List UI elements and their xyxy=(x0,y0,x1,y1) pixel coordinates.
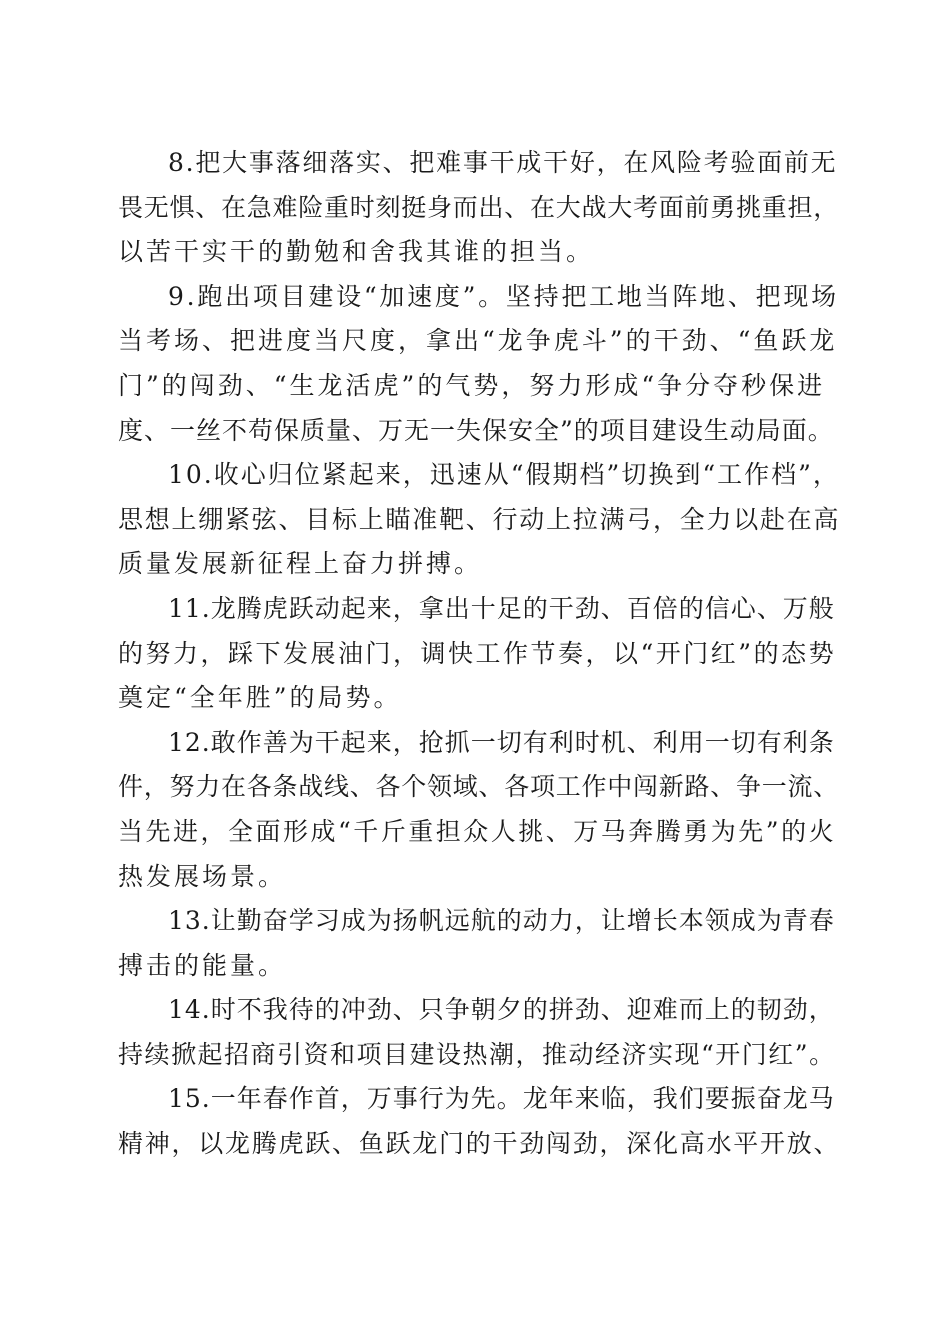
text-line: 门”的闯劲、“生龙活虎”的气势，努力形成“争分夺秒保进 xyxy=(118,370,826,400)
text-line: 当先进，全面形成“千斤重担众人挑、万马奔腾勇为先”的火 xyxy=(118,816,837,846)
text-line: 11.龙腾虎跃动起来，拿出十足的干劲、百倍的信心、万般 xyxy=(168,593,835,623)
text-line: 畏无惧、在急难险重时刻挺身而出、在大战大考面前勇挑重担， xyxy=(118,192,840,222)
text-line: 热发展场景。 xyxy=(118,861,287,891)
text-line: 15.一年春作首，万事行为先。龙年来临，我们要振奋龙马 xyxy=(168,1084,835,1114)
text-line: 持续掀起招商引资和项目建设热潮，推动经济实现“开门红”。 xyxy=(118,1039,836,1069)
text-line: 9.跑出项目建设“加速度”。坚持把工地当阵地、把现场 xyxy=(168,281,839,311)
text-line: 度、一丝不苟保质量、万无一失保安全”的项目建设生动局面。 xyxy=(118,415,834,445)
text-line: 当考场、把进度当尺度，拿出“龙争虎斗”的干劲、“鱼跃龙 xyxy=(118,326,838,356)
document-body xyxy=(118,141,840,1167)
text-line: 精神，以龙腾虎跃、鱼跃龙门的干劲闯劲，深化高水平开放、 xyxy=(118,1129,841,1159)
text-line: 14.时不我待的冲劲、只争朝夕的拼劲、迎难而上的韧劲， xyxy=(168,995,835,1025)
text-line: 件，努力在各条战线、各个领域、各项工作中闯新路、争一流、 xyxy=(118,772,840,802)
text-line: 以苦干实干的勤勉和舍我其谁的担当。 xyxy=(118,237,595,267)
text-line: 12.敢作善为干起来，抢抓一切有利时机、利用一切有利条 xyxy=(168,727,835,757)
text-line: 思想上绷紧弦、目标上瞄准靶、行动上拉满弓，全力以赴在高 xyxy=(118,504,841,534)
text-line: 13.让勤奋学习成为扬帆远航的动力，让增长本领成为青春 xyxy=(168,906,835,936)
text-line: 的努力，踩下发展油门，调快工作节奏，以“开门红”的态势 xyxy=(118,638,837,668)
text-line: 搏击的能量。 xyxy=(118,950,287,980)
text-line: 质量发展新征程上奋力拼搏。 xyxy=(118,549,483,579)
text-line: 奠定“全年胜”的局势。 xyxy=(118,683,402,713)
text-line: 10.收心归位紧起来，迅速从“假期档”切换到“工作档”， xyxy=(168,460,840,490)
text-line: 8.把大事落细落实、把难事干成干好，在风险考验面前无 xyxy=(168,148,838,177)
